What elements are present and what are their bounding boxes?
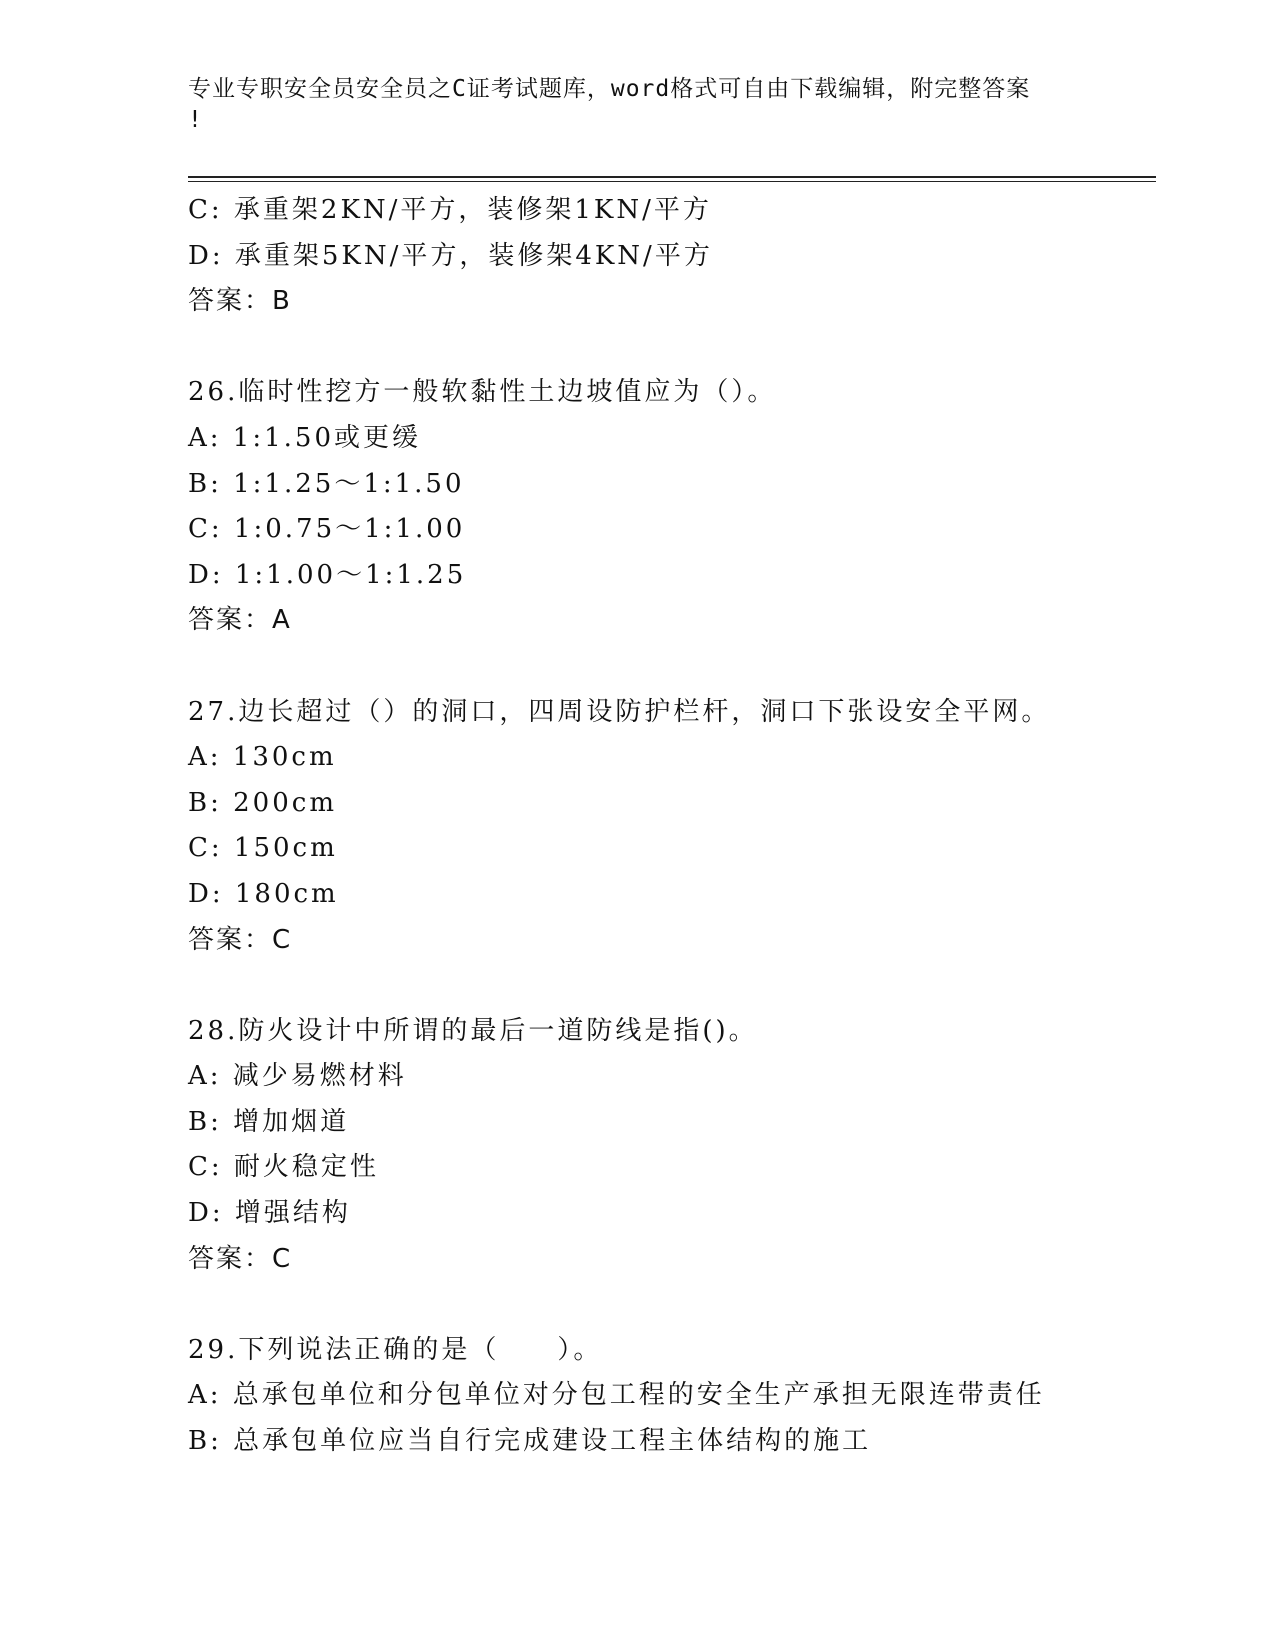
option-a: A: 减少易燃材料 <box>188 1061 407 1092</box>
option-d: D: 增强结构 <box>188 1198 351 1229</box>
option-d: D: 180cm <box>188 878 339 909</box>
question-block-28 <box>188 1009 1148 1283</box>
option-d: D: 承重架5KN/平方，装修架4KN/平方 <box>188 240 713 271</box>
question-text: 29.下列说法正确的是（ ）。 <box>188 1334 603 1365</box>
question-block-25 <box>188 188 1148 325</box>
answer-line: 答案：C <box>188 924 293 955</box>
option-c: C: 耐火稳定性 <box>188 1152 379 1183</box>
answer-line: 答案：C <box>188 1243 293 1274</box>
answer-line: 答案：B <box>188 286 292 317</box>
question-block-26 <box>188 370 1148 644</box>
question-text: 27.边长超过（）的洞口，四周设防护栏杆，洞口下张设安全平网。 <box>188 696 1051 727</box>
document-header <box>188 74 1088 136</box>
option-b: B: 200cm <box>188 787 337 818</box>
question-text: 28.防火设计中所谓的最后一道防线是指()。 <box>188 1015 758 1046</box>
option-a: A: 130cm <box>188 742 337 773</box>
spacer <box>188 325 1148 371</box>
question-block-29 <box>188 1328 1148 1465</box>
header-divider-thin <box>188 181 1156 182</box>
option-a: A: 1:1.50或更缓 <box>188 422 421 453</box>
spacer <box>188 963 1148 1009</box>
question-text: 26.临时性挖方一般软黏性土边坡值应为（）。 <box>188 377 777 408</box>
question-block-27 <box>188 690 1148 964</box>
spacer <box>188 1282 1148 1328</box>
option-d: D: 1:1.00～1:1.25 <box>188 559 467 590</box>
spacer <box>188 644 1148 690</box>
option-b: B: 1:1.25～1:1.50 <box>188 468 465 499</box>
option-c: C: 1:0.75～1:1.00 <box>188 514 466 545</box>
option-b: B: 总承包单位应当自行完成建设工程主体结构的施工 <box>188 1426 872 1457</box>
option-a: A: 总承包单位和分包单位对分包工程的安全生产承担无限连带责任 <box>188 1380 1045 1411</box>
question-list <box>188 188 1148 1465</box>
header-divider-thick <box>188 176 1156 178</box>
option-c: C: 承重架2KN/平方，装修架1KN/平方 <box>188 195 712 225</box>
header-title-line: 专业专职安全员安全员之C证考试题库，word格式可自由下载编辑，附完整答案 <box>188 76 1031 102</box>
option-c: C: 150cm <box>188 833 338 864</box>
option-b: B: 增加烟道 <box>188 1106 350 1137</box>
header-title-continuation: ! <box>188 107 203 133</box>
answer-line: 答案：A <box>188 605 292 636</box>
